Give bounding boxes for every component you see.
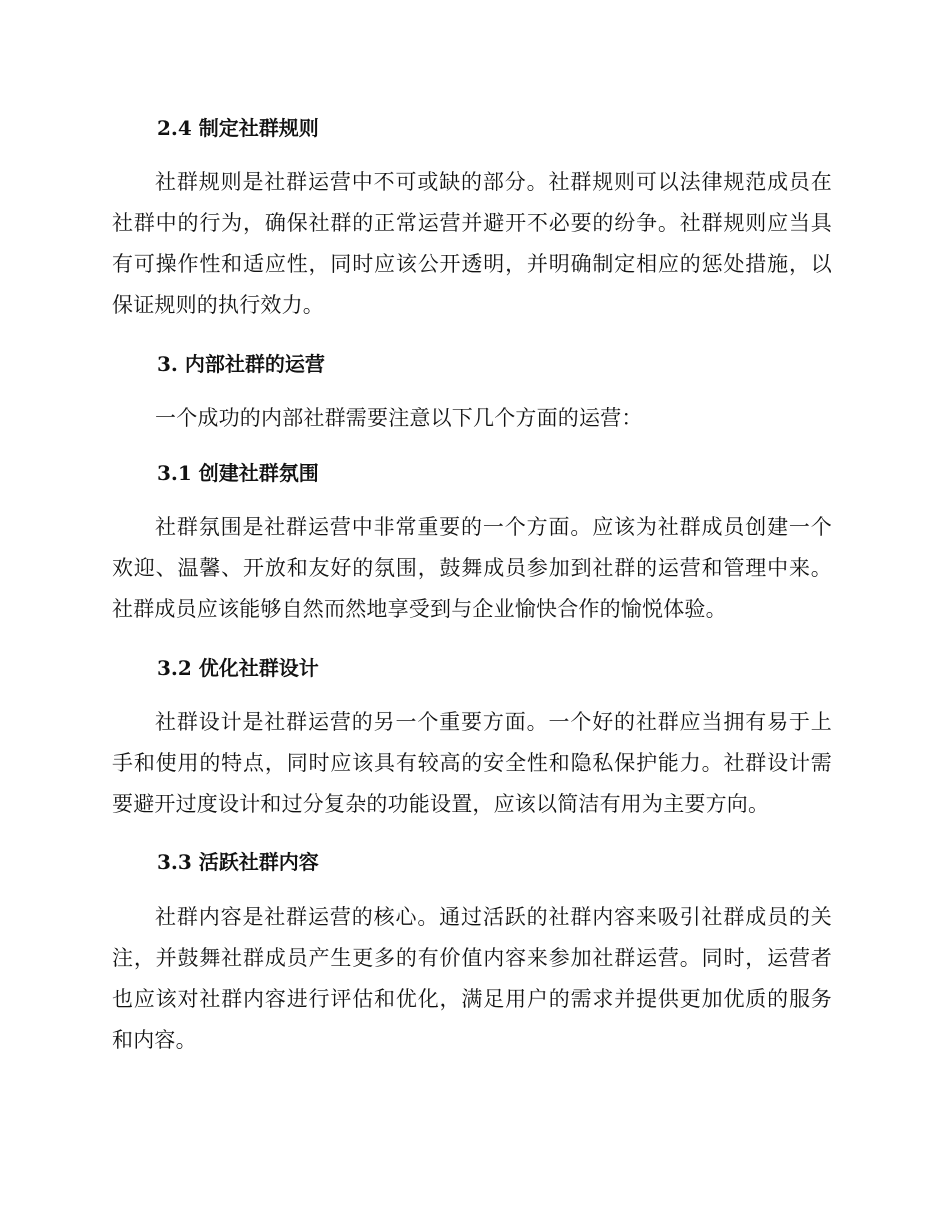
section-heading-3-2: 3.2 优化社群设计 <box>157 656 319 680</box>
section-heading-3: 3. 内部社群的运营 <box>157 352 325 376</box>
section-heading-3-1: 3.1 创建社群氛围 <box>157 461 319 485</box>
section-paragraph-3-3: 社群内容是社群运营的核心。通过活跃的社群内容来吸引社群成员的关注，并鼓舞社群成员产生更多的有价值内容来参加社群运营。同时，运营者也应该对社群内容进行评估和优化，满足用户的需求并提供更加优质的服务和内容。 <box>112 905 832 1052</box>
section-paragraph-3-1: 社群氛围是社群运营中非常重要的一个方面。应该为社群成员创建一个欢迎、温馨、开放和友好的氛围，鼓舞成员参加到社群的运营和管理中来。社群成员应该能够自然而然地享受到与企业愉快合作的愉悦体验。 <box>112 515 832 621</box>
section-paragraph-3: 一个成功的内部社群需要注意以下几个方面的运营： <box>155 406 643 430</box>
section-heading-2-4: 2.4 制定社群规则 <box>157 116 319 140</box>
section-paragraph-2-4: 社群规则是社群运营中不可或缺的部分。社群规则可以法律规范成员在社群中的行为，确保社群的正常运营并避开不必要的纷争。社群规则应当具有可操作性和适应性，同时应该公开透明，并明确制定相应的惩处措施，以保证规则的执行效力。 <box>112 170 832 317</box>
section-paragraph-3-2: 社群设计是社群运营的另一个重要方面。一个好的社群应当拥有易于上手和使用的特点，同时应该具有较高的安全性和隐私保护能力。社群设计需要避开过度设计和过分复杂的功能设置，应该以简洁有用为主要方向。 <box>112 710 832 816</box>
section-heading-3-3: 3.3 活跃社群内容 <box>157 850 319 874</box>
